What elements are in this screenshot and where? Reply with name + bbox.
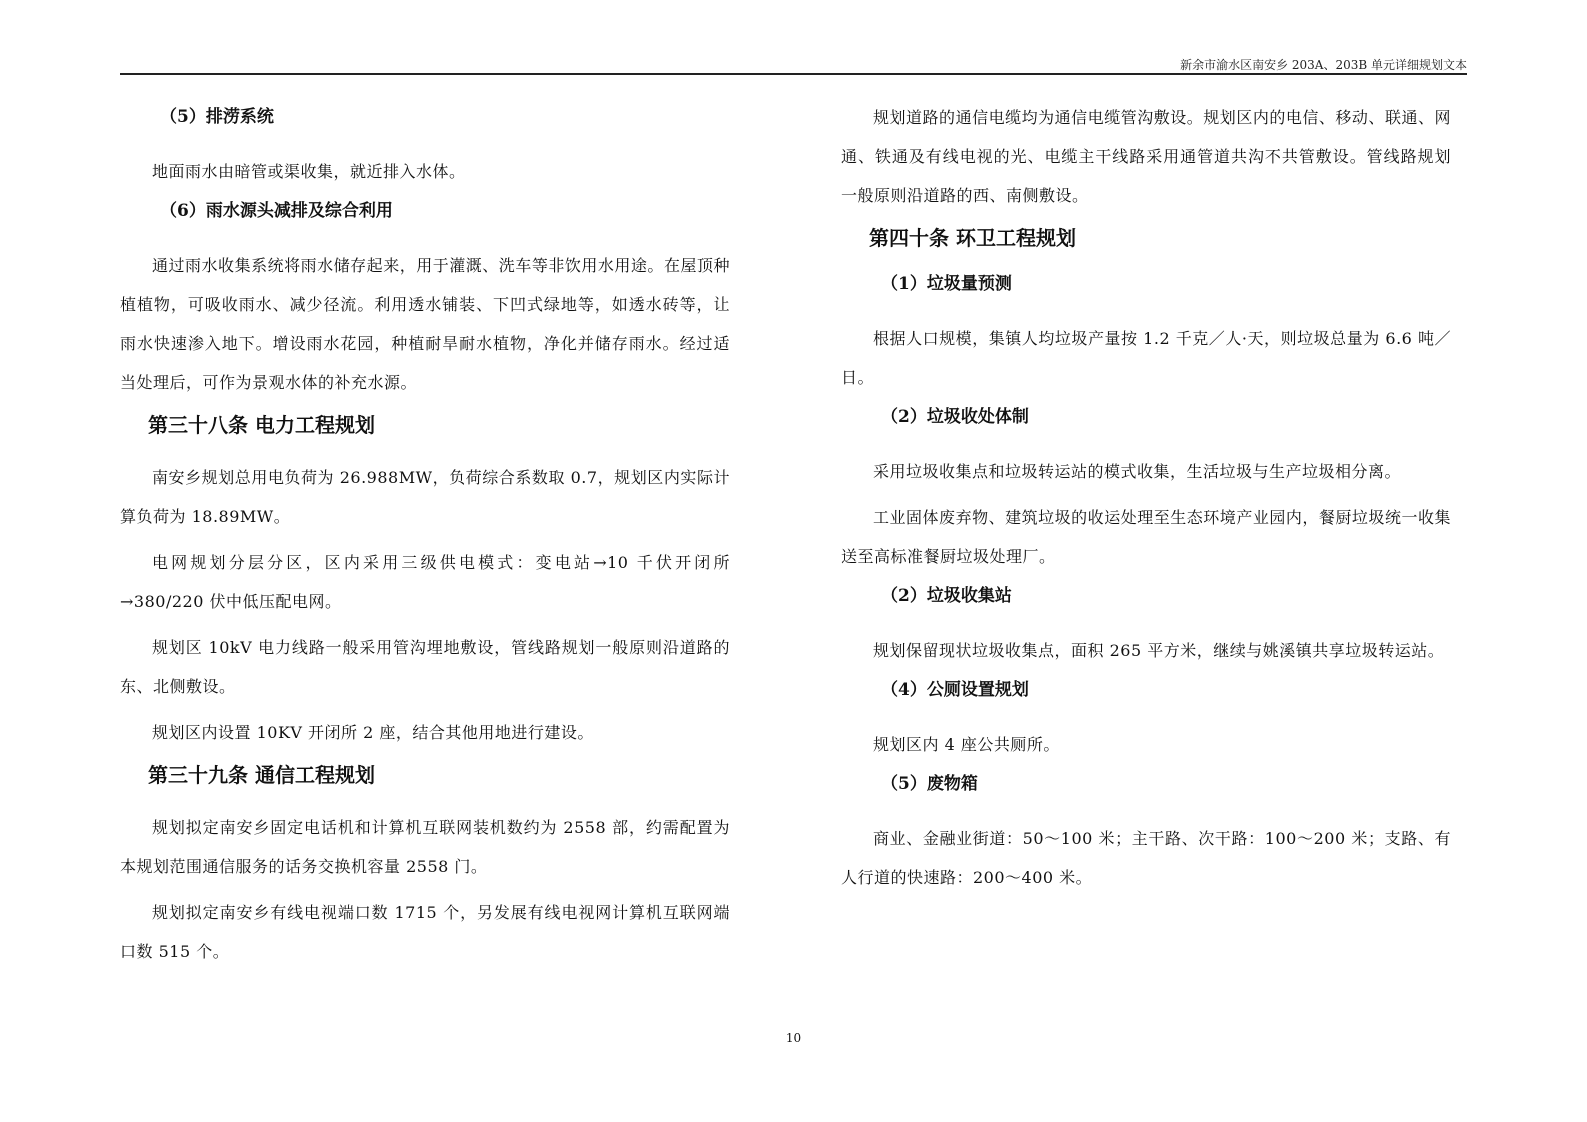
paragraph: 规划保留现状垃圾收集点，面积 265 平方米，继续与姚溪镇共享垃圾转运站。 xyxy=(873,641,1445,660)
article-heading-sanitation: 第四十条 环卫工程规划 xyxy=(869,226,1076,250)
paragraph: 地面雨水由暗管或渠收集，就近排入水体。 xyxy=(152,162,466,181)
left-column xyxy=(120,98,730,978)
paragraph: 商业、金融业街道：50～100 米；主干路、次干路：100～200 米；支路、有人行道的快速路：200～400 米。 xyxy=(841,829,1451,887)
paragraph: 规划拟定南安乡固定电话机和计算机互联网装机数约为 2558 部，约需配置为本规划范围通信服务的话务交换机容量 2558 门。 xyxy=(120,818,730,876)
section-heading-drainage: （5）排涝系统 xyxy=(160,107,274,127)
section-heading-waste-bins: （5）废物箱 xyxy=(881,774,978,794)
section-heading-waste-forecast: （1）垃圾量预测 xyxy=(881,274,1012,294)
section-heading-waste-station: （2）垃圾收集站 xyxy=(881,586,1012,606)
paragraph: 规划区内 4 座公共厕所。 xyxy=(873,735,1060,754)
right-column xyxy=(841,98,1451,904)
paragraph: 根据人口规模，集镇人均垃圾产量按 1.2 千克／人·天，则垃圾总量为 6.6 吨／日。 xyxy=(841,329,1451,387)
paragraph: 电网规划分层分区，区内采用三级供电模式：变电站→10 千伏开闭所→380/220 伏中低压配电网。 xyxy=(120,553,730,611)
paragraph: 规划区内设置 10KV 开闭所 2 座，结合其他用地进行建设。 xyxy=(152,723,594,742)
section-heading-rainwater: （6）雨水源头减排及综合利用 xyxy=(160,201,393,221)
article-heading-power: 第三十八条 电力工程规划 xyxy=(148,413,375,437)
paragraph: 规划区 10kV 电力线路一般采用管沟埋地敷设，管线路规划一般原则沿道路的东、北侧敷设。 xyxy=(120,638,730,696)
paragraph: 通过雨水收集系统将雨水储存起来，用于灌溉、洗车等非饮用水用途。在屋顶种植植物，可吸收雨水、减少径流。利用透水铺装、下凹式绿地等，如透水砖等，让雨水快速渗入地下。增设雨水花园，种植耐旱耐水植物，净化并储存雨水。经过适当处理后，可作为景观水体的补充水源。 xyxy=(120,256,730,392)
header-rule xyxy=(120,73,1467,75)
section-heading-toilets: （4）公厕设置规划 xyxy=(881,680,1029,700)
paragraph: 采用垃圾收集点和垃圾转运站的模式收集，生活垃圾与生产垃圾相分离。 xyxy=(873,462,1402,481)
paragraph: 工业固体废弃物、建筑垃圾的收运处理至生态环境产业园内，餐厨垃圾统一收集送至高标准餐厨垃圾处理厂。 xyxy=(841,508,1451,566)
section-heading-waste-system: （2）垃圾收处体制 xyxy=(881,407,1029,427)
paragraph: 规划拟定南安乡有线电视端口数 1715 个，另发展有线电视网计算机互联网端口数 515 个。 xyxy=(120,903,730,961)
document-title: 新余市渝水区南安乡 203A、203B 单元详细规划文本 xyxy=(1180,58,1467,72)
article-heading-telecom: 第三十九条 通信工程规划 xyxy=(148,763,375,787)
paragraph: 规划道路的通信电缆均为通信电缆管沟敷设。规划区内的电信、移动、联通、网通、铁通及有线电视的光、电缆主干线路采用通管道共沟不共管敷设。管线路规划一般原则沿道路的西、南侧敷设。 xyxy=(841,108,1451,205)
paragraph: 南安乡规划总用电负荷为 26.988MW，负荷综合系数取 0.7，规划区内实际计算负荷为 18.89MW。 xyxy=(120,468,730,526)
page-number: 10 xyxy=(785,1031,802,1045)
